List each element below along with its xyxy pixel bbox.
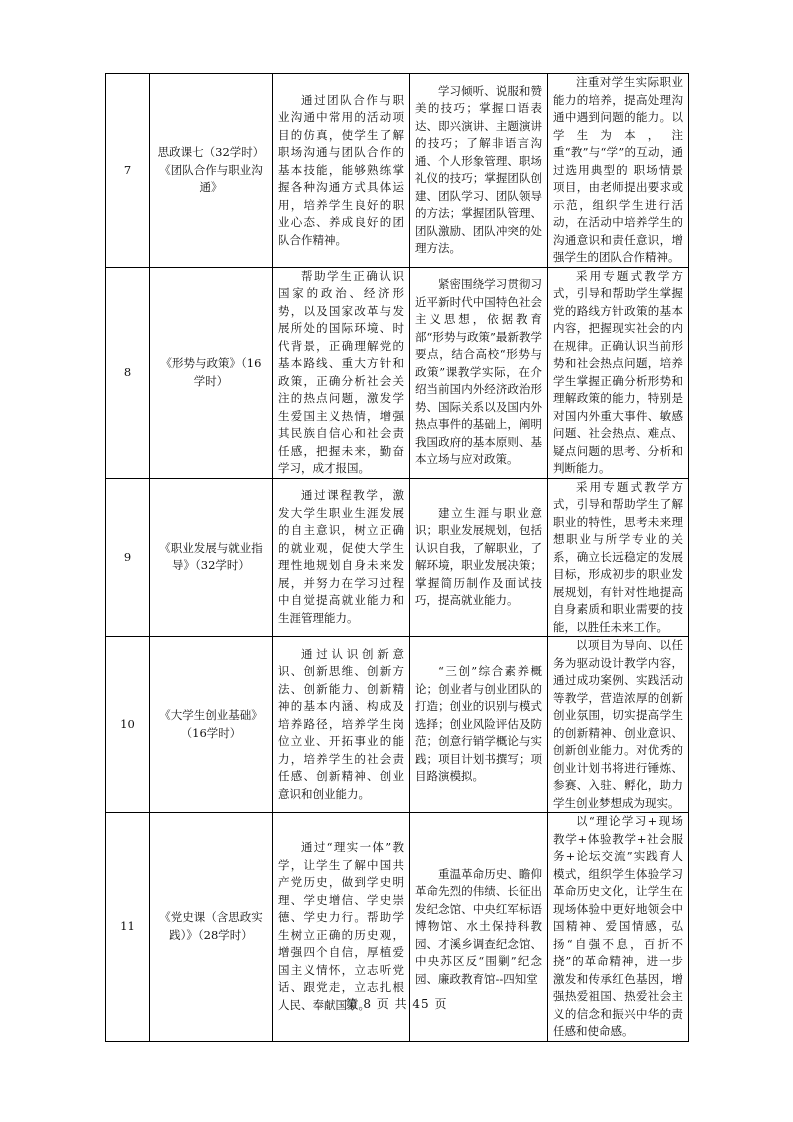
content-cell: [410, 478, 548, 637]
table-row: [106, 637, 689, 813]
teaching-method: 以项目为导向、以任务为驱动设计教学内容，通过成功案例、实践活动等教学，营造浓厚的创新创业氛围，切实提高学生的创新精神、创业意识、创新创业能力。对优秀的创业计划书将进行锤炼、参赛、入驻、孵化，助力学生创业梦想成为现实。: [553, 638, 683, 810]
teaching-method: 注重对学生实际职业能力的培养，提高处理沟通中遇到问题的能力。以学生为本，注重“教”与“学”的互动，通过选用典型的 职场情景项目，由老师提出要求或示范，组织学生进行活动，在活动中培养学生的沟通意识和责任意识，增强学生的团队合作精神。: [553, 75, 683, 264]
objective-cell: [273, 637, 410, 813]
course-objective: 帮助学生正确认识国家的政治、经济形势，以及国家改革与发展所处的国际环境、时代背景，正确理解党的基本路线、重大方针和政策，正确分析社会关注的热点问题，激发学生爱国主义热情，增强其民族自信心和社会责任感，把握未来，勤奋学习，成才报国。: [278, 268, 404, 475]
course-name: 《大学生创业基础》（16学时）: [150, 637, 273, 813]
table-row: [106, 267, 689, 478]
course-content: 建立生涯与职业意识；职业发展规划，包括认识自我，了解职业，了解环境，职业发展决策；掌握简历制作及面试技巧，提高就业能力。: [415, 505, 542, 608]
table-row: [106, 478, 689, 637]
content-cell: [410, 267, 548, 478]
course-name: 《形势与政策》（16学时）: [150, 267, 273, 478]
course-content: 紧密围绕学习贯彻习近平新时代中国特色社会主义思想，依据教育部“形势与政策”最新教学要点，结合高校“形势与政策”课教学实际，在介绍当前国内外经济政治形势、国际关系以及国内外热点事件的基础上，阐明我国政府的基本原则、基本立场与应对政策。: [415, 277, 542, 467]
row-number: 8: [106, 267, 150, 478]
course-content: 重温革命历史、瞻仰革命先烈的伟绩、长征出发纪念馆、中央红军标语博物馆、水土保持科教园、才溪乡调查纪念馆、中央苏区反“围剿”纪念园、廉政教育馆--四知堂: [415, 866, 542, 986]
objective-cell: [273, 478, 410, 637]
course-name: 思政课七（32学时）《团队合作与职业沟通》: [150, 74, 273, 268]
course-content: “三创”综合素养概论；创业者与创业团队的打造；创业的识别与模式选择；创业风险评估及防范；创意行销学概论与实践；项目计划书撰写；项目路演模拟。: [415, 664, 542, 784]
page-number: 第 8 页 共 45 页: [345, 997, 448, 1011]
teaching-method: 以“理论学习+现场教学+体验教学+社会服务+论坛交流”实践育人模式，组织学生体验学习革命历史文化，让学生在现场体验中更好地领会中国精神、爱国情感，弘扬“自强不息，百折不挠”的革命精神，进一步激发和传承红色基因，增强热爱祖国、热爱社会主义的信念和振兴中华的责任感和使命感。: [553, 814, 683, 1038]
course-objective: 通过认识创新意识、创新思维、创新方法、创新能力、创新精神的基本内涵、构成及培养路径，培养学生岗位立业、开拓事业的能力，培养学生的社会责任感、创新精神、创业意识和创业能力。: [278, 646, 404, 801]
objective-cell: [273, 74, 410, 268]
objective-cell: [273, 267, 410, 478]
method-cell: [548, 267, 689, 478]
course-name: 《职业发展与就业指导》（32学时）: [150, 478, 273, 637]
row-number: 7: [106, 74, 150, 268]
course-objective: 通过团队合作与职业沟通中常用的活动项目的仿真，使学生了解职场沟通与团队合作的基本技能，能够熟练掌握各种沟通方式具体运用，培养学生良好的职业心态、养成良好的团队合作精神。: [278, 92, 404, 247]
course-table: [105, 73, 689, 1042]
content-cell: [410, 74, 548, 268]
course-name: 《党史课（含思政实践）》（28学时）: [150, 813, 273, 1042]
course-objective: 通过课程教学，激发大学生职业生涯发展的自主意识，树立正确的就业观，促使大学生理性地规划自身未来发展，并努力在学习过程中自觉提高就业能力和生涯管理能力。: [278, 488, 404, 625]
method-cell: [548, 478, 689, 637]
teaching-method: 采用专题式教学方式，引导和帮助学生了解职业的特性，思考未来理想职业与所学专业的关系，确立长远稳定的发展目标，形成初步的职业发展规划，有针对性地提高自身素质和职业需要的技能，以胜任未来工作。: [553, 479, 683, 634]
content-cell: [410, 637, 548, 813]
method-cell: [548, 74, 689, 268]
teaching-method: 采用专题式教学方式，引导和帮助学生掌握党的路线方针政策的基本内容，把握现实社会的内在规律。正确认识当前形势和社会热点问题，培养学生掌握正确分析形势和理解政策的能力，特别是对国内外重大事件、敏感问题、社会热点、难点、疑点问题的思考、分析和判断能力。: [553, 268, 683, 475]
method-cell: [548, 637, 689, 813]
table-row: [106, 74, 689, 268]
row-number: 10: [106, 637, 150, 813]
row-number: 11: [106, 813, 150, 1042]
course-content: 学习倾听、说服和赞美的技巧；掌握口语表达、即兴演讲、主题演讲的技巧；了解非语言沟通、个人形象管理、职场礼仪的技巧；掌握团队创建、团队学习、团队领导的方法；掌握团队管理、团队激励、团队冲突的处理方法。: [415, 83, 542, 256]
row-number: 9: [106, 478, 150, 637]
course-objective: 通过“理实一体”教学，让学生了解中国共产党历史，做到学史明理、学史增信、学史崇德、学史力行。帮助学生树立正确的历史观，增强四个自信，厚植爱国主义情怀，立志听党话、跟党走，立志扎根人民、奉献国家。: [278, 840, 404, 1012]
